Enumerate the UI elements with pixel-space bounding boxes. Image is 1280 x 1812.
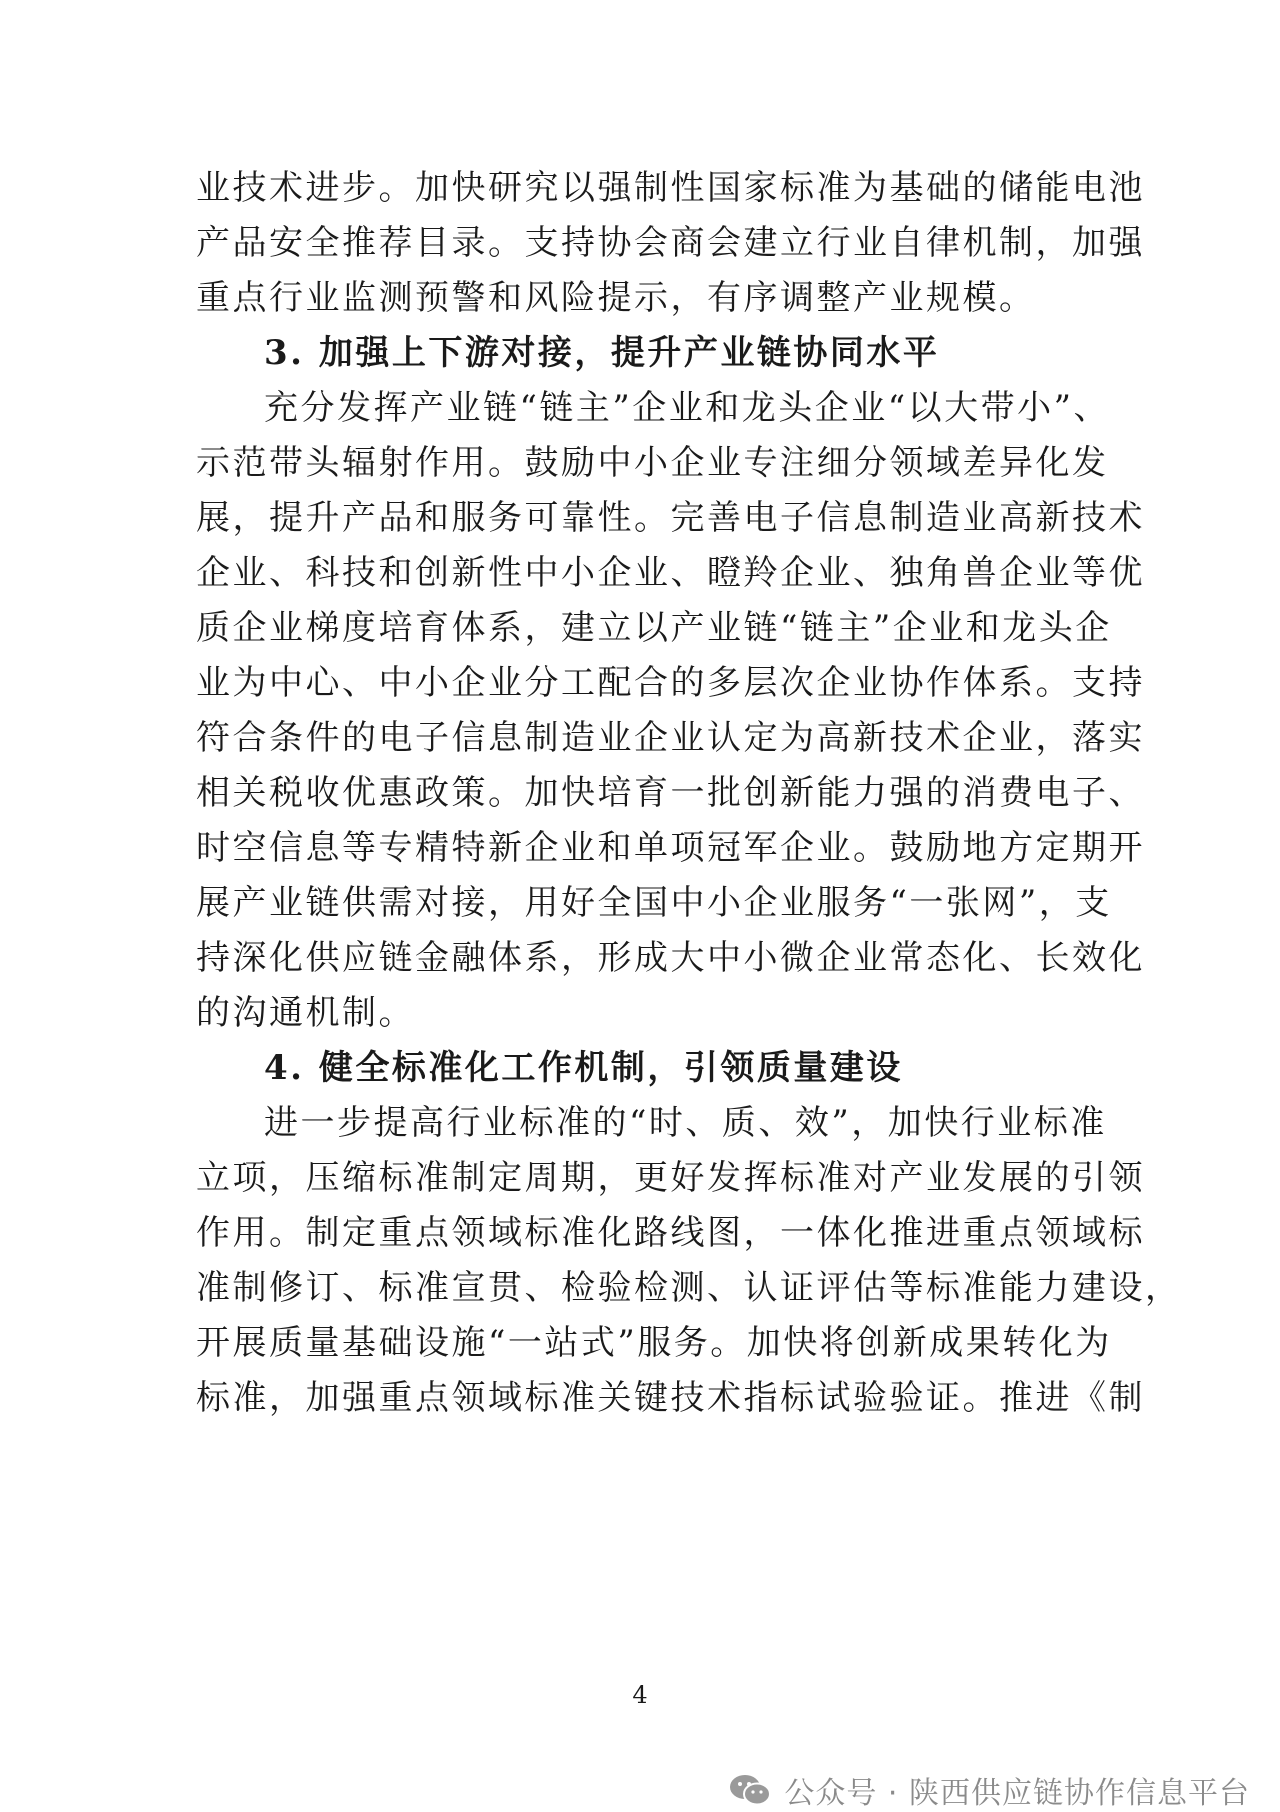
- wechat-icon: [728, 1772, 772, 1808]
- body-line: 相关税收优惠政策。加快培育一批创新能力强的消费电子、: [196, 773, 1145, 813]
- body-line: 业技术进步。加快研究以强制性国家标准为基础的储能电池: [196, 168, 1145, 208]
- body-line: 作用。制定重点领域标准化路线图，一体化推进重点领域标: [196, 1213, 1145, 1253]
- watermark-text: 公众号 · 陕西供应链协作信息平台: [784, 1776, 1250, 1811]
- body-line: 充分发挥产业链“链主”企业和龙头企业“以大带小”、: [264, 388, 1111, 428]
- body-line: 展产业链供需对接，用好全国中小企业服务“一张网”，支: [196, 883, 1112, 923]
- body-line: 重点行业监测预警和风险提示，有序调整产业规模。: [196, 278, 1036, 318]
- body-line: 持深化供应链金融体系，形成大中小微企业常态化、长效化: [196, 938, 1145, 978]
- body-line: 企业、科技和创新性中小企业、瞪羚企业、独角兽企业等优: [196, 553, 1145, 593]
- body-line: 进一步提高行业标准的“时、质、效”，加快行业标准: [264, 1103, 1107, 1143]
- body-line: 质企业梯度培育体系，建立以产业链“链主”企业和龙头企: [196, 608, 1112, 648]
- section-heading-4: 4. 健全标准化工作机制，引领质量建设: [264, 1048, 903, 1088]
- section-heading-3: 3. 加强上下游对接，提升产业链协同水平: [264, 333, 940, 373]
- body-line: 示范带头辐射作用。鼓励中小企业专注细分领域差异化发: [196, 443, 1109, 483]
- body-line: 标准，加强重点领域标准关键技术指标试验验证。推进《制: [196, 1378, 1145, 1418]
- body-line: 准制修订、标准宣贯、检验检测、认证评估等标准能力建设，: [196, 1268, 1182, 1308]
- body-line: 的沟通机制。: [196, 993, 415, 1033]
- body-line: 产品安全推荐目录。支持协会商会建立行业自律机制，加强: [196, 223, 1145, 263]
- body-line: 展，提升产品和服务可靠性。完善电子信息制造业高新技术: [196, 498, 1145, 538]
- body-line: 符合条件的电子信息制造业企业认定为高新技术企业，落实: [196, 718, 1145, 758]
- page-number: 4: [632, 1681, 648, 1709]
- body-line: 时空信息等专精特新企业和单项冠军企业。鼓励地方定期开: [196, 828, 1145, 868]
- watermark: [728, 1768, 1250, 1812]
- body-line: 开展质量基础设施“一站式”服务。加快将创新成果转化为: [196, 1323, 1112, 1363]
- body-line: 业为中心、中小企业分工配合的多层次企业协作体系。支持: [196, 663, 1145, 703]
- body-line: 立项，压缩标准制定周期，更好发挥标准对产业发展的引领: [196, 1158, 1145, 1198]
